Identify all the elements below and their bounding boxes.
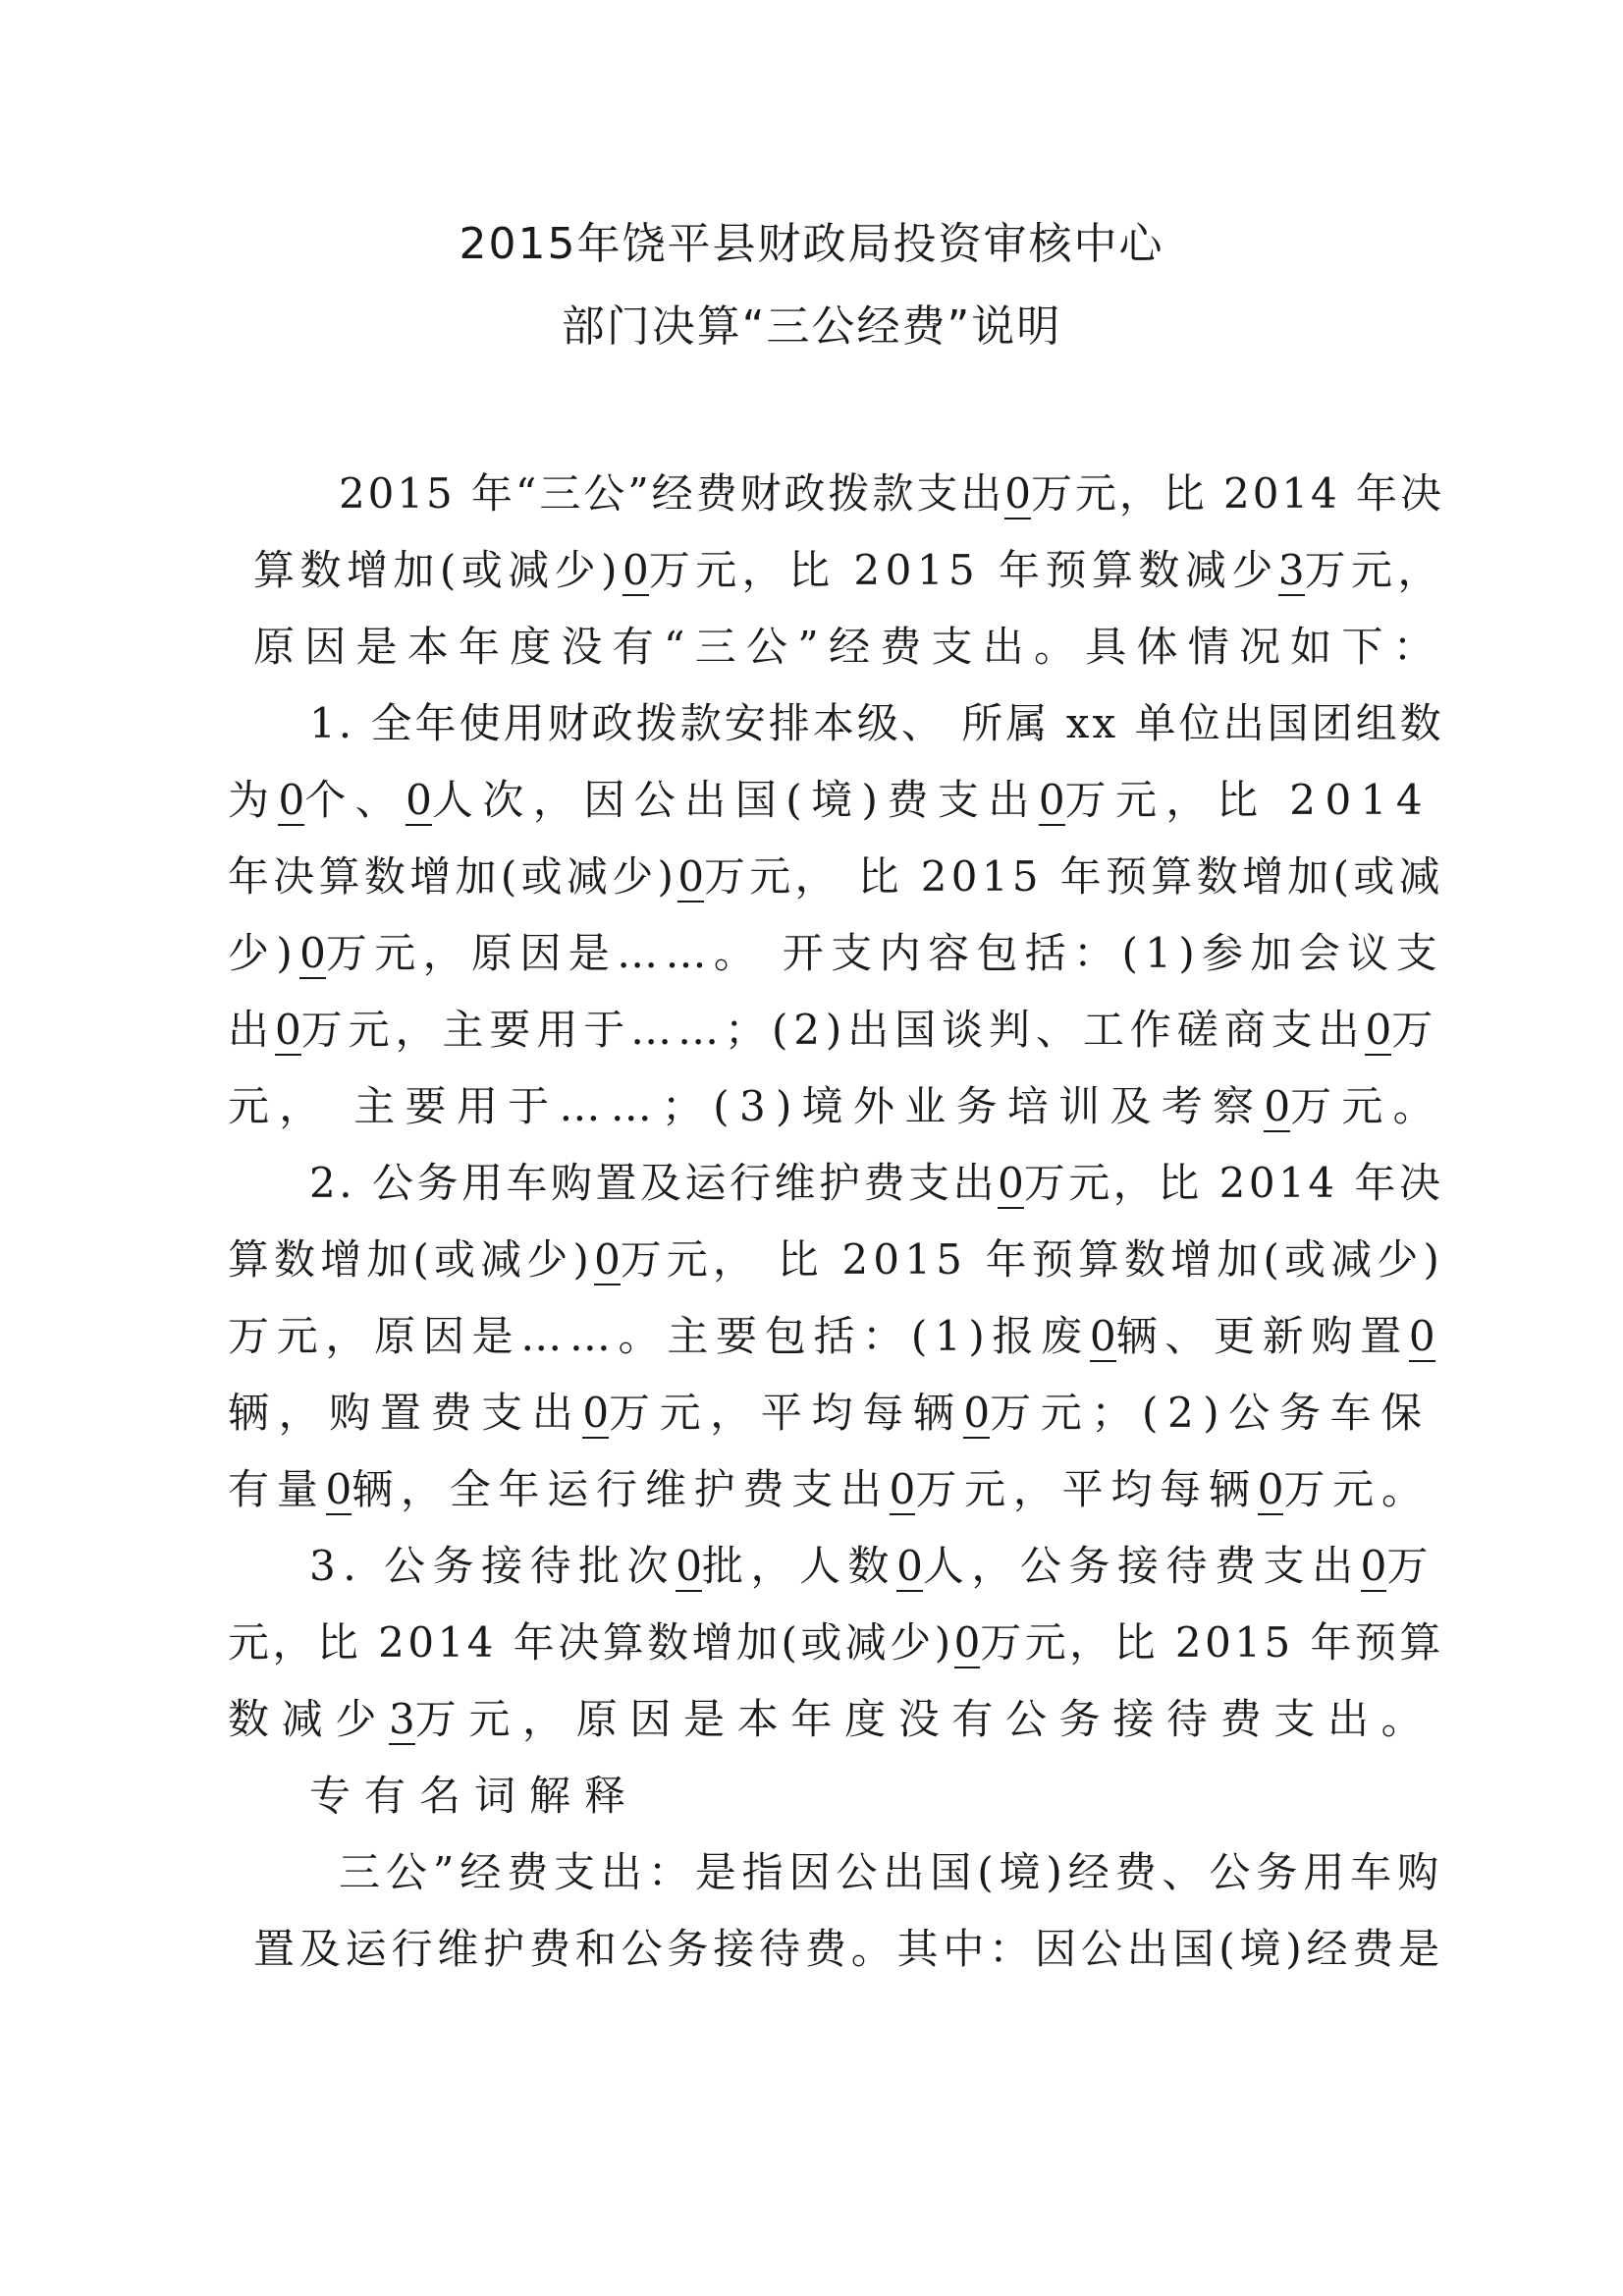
blank-value: 0 [325,1465,352,1513]
body-line: 年决算数增加(或减少)0万元， 比 2015 年预算数增加(或减 [228,852,1444,901]
body-line: 有量0辆，全年运行维护费支出0万元，平均每辆0万元。 [228,1465,1431,1513]
blank-value: 0 [889,1465,916,1513]
blank-value: 3 [389,1695,415,1743]
body-line: 元，比 2014 年决算数增加(或减少)0万元，比 2015 年预算 [228,1618,1444,1667]
body-line: 1. 全年使用财政拨款安排本级、 所属 xx 单位出国团组数 [309,699,1444,747]
body-line: 数减少3万元，原因是本年度没有公务接待费支出。 [228,1695,1435,1743]
body-line: 算数增加(或减少)0万元， 比 2015 年预算数增加(或减少) [228,1235,1445,1284]
body-line: 2015 年“三公”经费财政拨款支出0万元，比 2014 年决 [339,469,1444,518]
body-line: 少)0万元，原因是……。 开支内容包括：(1)参加会议支 [228,929,1444,977]
blank-value: 0 [1360,1542,1387,1590]
blank-value: 0 [677,852,704,901]
blank-value: 0 [582,1389,610,1437]
blank-value: 0 [1004,469,1031,518]
blank-value: 0 [1257,1465,1284,1513]
body-line: 原因是本年度没有“三公”经费支出。具体情况如下： [253,623,1444,671]
document-title-line-1: 2015年饶平县财政局投资审核中心 [459,219,1164,269]
body-line: 置及运行维护费和公务接待费。其中：因公出国(境)经费是 [253,1925,1444,1973]
blank-value: 0 [953,1618,981,1667]
blank-value: 0 [1038,776,1065,824]
body-line: 2. 公务用车购置及运行维护费支出0万元，比 2014 年决 [309,1159,1444,1207]
blank-value: 0 [998,1159,1024,1207]
blank-value: 0 [274,1006,301,1054]
blank-value: 0 [278,776,305,824]
blank-value: 0 [594,1235,621,1284]
blank-value: 0 [1089,1312,1116,1360]
body-line: 三公”经费支出：是指因公出国(境)经费、公务用车购 [339,1848,1444,1896]
blank-value: 0 [406,776,432,824]
body-line: 辆，购置费支出0万元，平均每辆0万元；(2)公务车保 [228,1389,1432,1437]
blank-value: 0 [622,546,649,594]
body-line: 算数增加(或减少)0万元，比 2015 年预算数减少3万元， [253,546,1444,594]
body-line: 出0万元，主要用于……；(2)出国谈判、工作磋商支出0万 [228,1006,1439,1054]
blank-value: 3 [1277,546,1305,594]
blank-value: 0 [896,1542,923,1590]
body-line: 为0个、0人次，因公出国(境)费支出0万元，比 2014 [228,776,1433,824]
body-line: 元， 主要用于……；(3)境外业务培训及考察0万元。 [228,1082,1444,1130]
blank-value: 0 [1264,1082,1291,1130]
blank-value: 0 [1365,1006,1392,1054]
body-line: 万元，原因是……。主要包括：(1)报废0辆、更新购置0 [228,1312,1435,1360]
blank-value: 0 [299,929,326,977]
body-line: 3. 公务接待批次0批，人数0人，公务接待费支出0万 [309,1542,1435,1590]
blank-value: 0 [1408,1312,1435,1360]
document-title-line-2: 部门决算“三公经费”说明 [561,301,1062,352]
blank-value: 0 [963,1389,991,1437]
blank-value: 0 [676,1542,702,1590]
section-heading: 专有名词解释 [309,1772,640,1820]
